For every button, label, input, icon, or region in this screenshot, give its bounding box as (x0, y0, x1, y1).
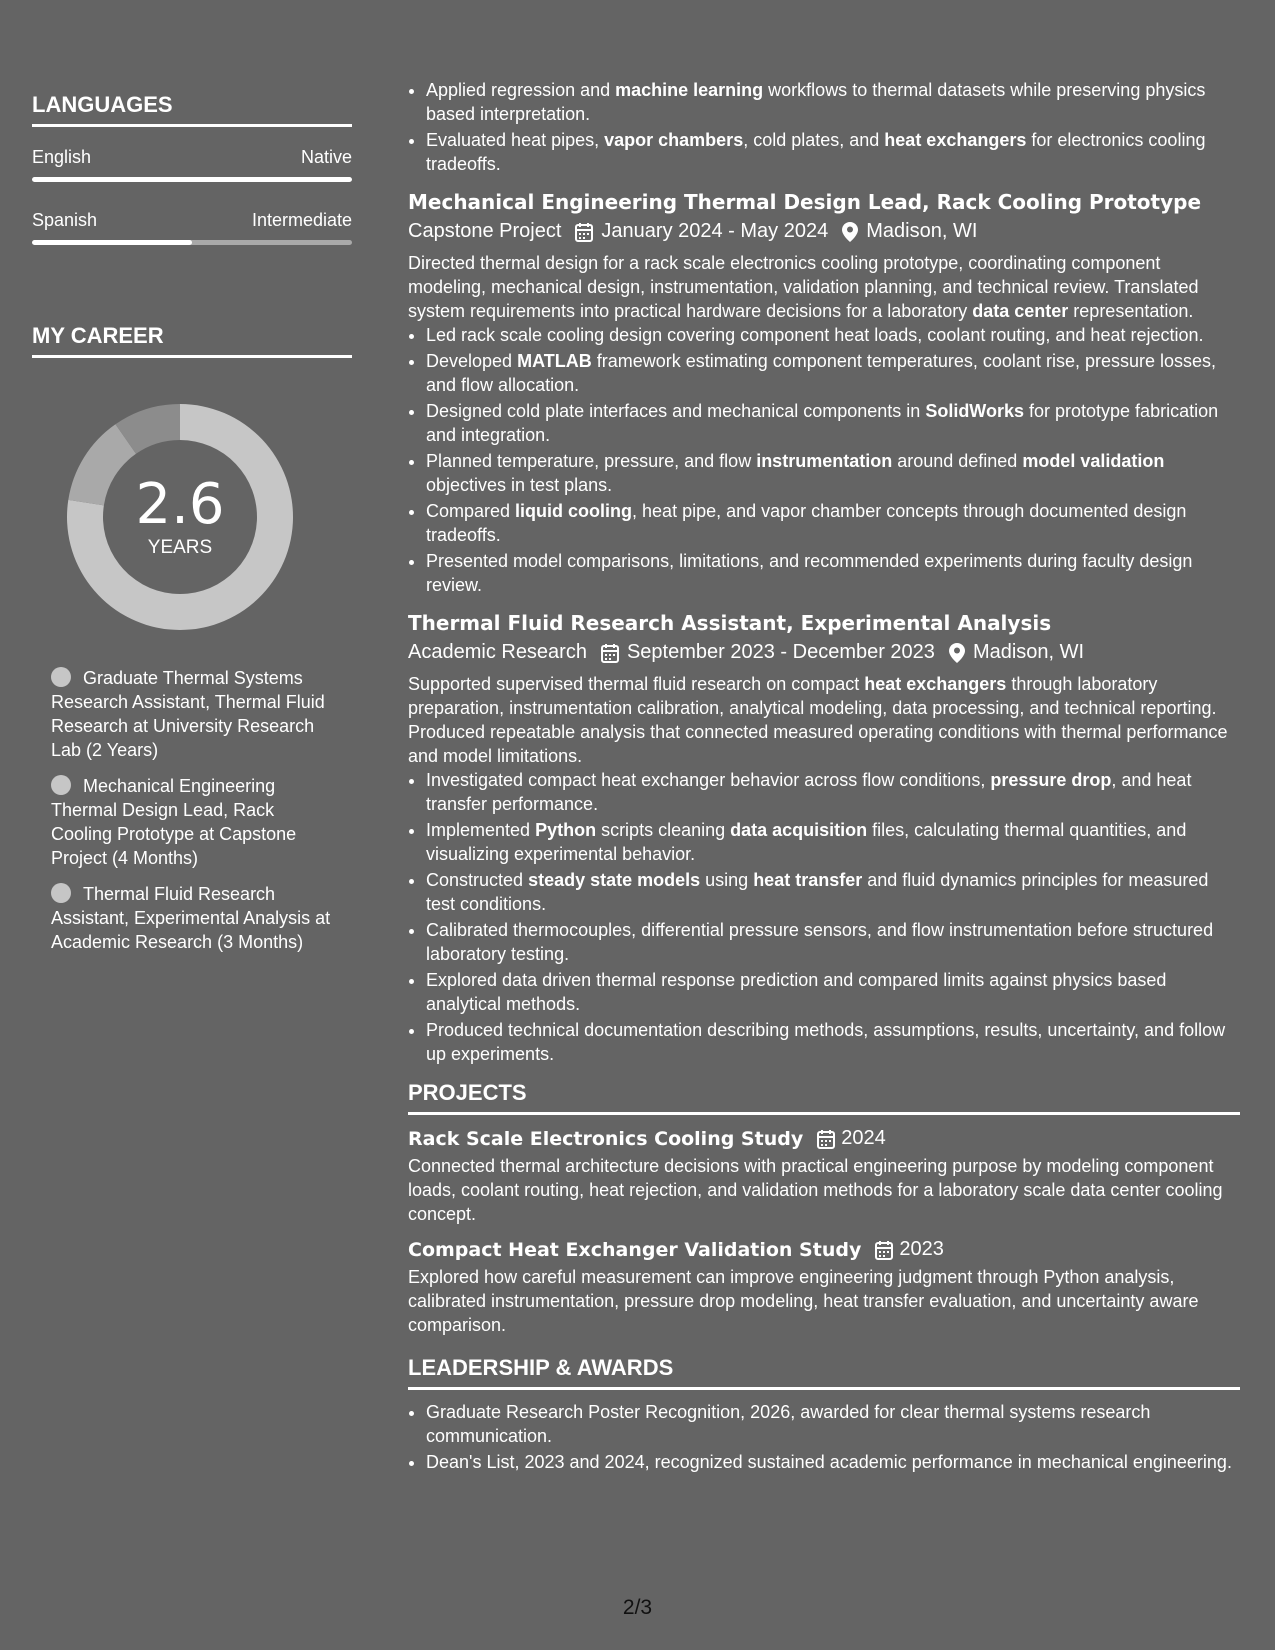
career-donut-chart (65, 402, 295, 632)
job-dates: January 2024 - May 2024 (601, 220, 829, 242)
project-year: 2023 (899, 1238, 944, 1260)
bullet-item: • Implemented Python scripts cleaning data acquisition files, calculating thermal quantities, and visualizing experimental behavior. (426, 818, 1240, 866)
projects-title: PROJECTS (408, 1080, 1240, 1115)
language-item (32, 210, 352, 245)
award-item: • Dean's List, 2023 and 2024, recognized sustained academic performance in mechanical engineering. (426, 1450, 1240, 1474)
award-item: • Graduate Research Poster Recognition, 2026, awarded for clear thermal systems research communication. (426, 1400, 1240, 1448)
career-list (51, 666, 331, 954)
career-title: MY CAREER (32, 323, 352, 358)
project-name: Rack Scale Electronics Cooling Study (408, 1127, 804, 1150)
calendar-icon (875, 1240, 893, 1260)
bullet-item: • Planned temperature, pressure, and flow instrumentation around defined model validation objectives in test plans. (426, 449, 1240, 497)
job-meta (408, 641, 1240, 664)
language-item (32, 147, 352, 182)
bullet-item: • Calibrated thermocouples, differential pressure sensors, and flow instrumentation before structured laboratory testing. (426, 918, 1240, 966)
job-title: Mechanical Engineering Thermal Design Lead, Rack Cooling Prototype (408, 190, 1202, 214)
career-item-text: Thermal Fluid Research Assistant, Experimental Analysis at Academic Research (3 Months) (51, 884, 331, 952)
career-item-text: Graduate Thermal Systems Research Assistant, Thermal Fluid Research at University Research Lab (2 Years) (51, 668, 325, 760)
bullet-item: • Developed MATLAB framework estimating component temperatures, coolant rise, pressure losses, and flow allocation. (426, 349, 1240, 397)
bullet-item: • Applied regression and machine learning workflows to thermal datasets while preserving physics based interpretation. (426, 78, 1240, 126)
bullet-item: • Constructed steady state models using heat transfer and fluid dynamics principles for measured test conditions. (426, 868, 1240, 916)
career-item (51, 666, 331, 762)
job-entry (408, 611, 1240, 1066)
job-bullets (408, 323, 1240, 597)
job-entry (408, 190, 1240, 597)
map-pin-icon (949, 643, 965, 663)
leadership-list (408, 1400, 1240, 1474)
language-level: Native (300, 147, 352, 167)
calendar-icon (817, 1129, 835, 1149)
bullet-item: • Investigated compact heat exchanger behavior across flow conditions, pressure drop, and heat transfer performance. (426, 768, 1240, 816)
career-dot-icon (51, 667, 71, 687)
job-summary: Supported supervised thermal fluid research on compact heat exchangers through laboratory preparation, instrumentation calibration, analytical modeling, data processing, and technical reporting. Produced repeatable analysis that connected measured operating conditions with thermal performance and model limitations. (408, 674, 1228, 766)
job-location: Madison, WI (972, 641, 1085, 663)
language-proficiency-bar (32, 177, 352, 182)
bullet-item: • Designed cold plate interfaces and mechanical components in SolidWorks for prototype fabrication and integration. (426, 399, 1240, 447)
sidebar (32, 92, 352, 966)
bullet-item: • Presented model comparisons, limitations, and recommended experiments during faculty design review. (426, 549, 1240, 597)
career-dot-icon (51, 775, 71, 795)
languages-title: LANGUAGES (32, 92, 352, 127)
main-content (408, 78, 1240, 1476)
job-bullets (408, 768, 1240, 1066)
job-meta (408, 220, 1240, 243)
bullet-item: • Compared liquid cooling, heat pipe, and vapor chamber concepts through documented design tradeoffs. (426, 499, 1240, 547)
language-proficiency-fill (32, 240, 192, 245)
project-description: Explored how careful measurement can improve engineering judgment through Python analysis, calibrated instrumentation, pressure drop modeling, heat transfer evaluation, and uncertainty aware comparison. (408, 1267, 1199, 1335)
career-total-value: 2.6 (135, 472, 225, 537)
career-dot-icon (51, 883, 71, 903)
career-item (51, 774, 331, 870)
bullet-item: • Produced technical documentation describing methods, assumptions, results, uncertainty, and follow up experiments. (426, 1018, 1240, 1066)
project-entry (408, 1238, 1240, 1337)
language-level: Intermediate (251, 210, 352, 230)
calendar-icon (601, 643, 619, 663)
calendar-icon (575, 222, 593, 242)
job-org: Capstone Project (408, 220, 562, 242)
career-item (51, 882, 331, 954)
language-name: Spanish (32, 210, 98, 230)
project-description: Connected thermal architecture decisions with practical engineering purpose by modeling component loads, coolant routing, heat rejection, and validation methods for a laboratory scale data center cooling concept. (408, 1156, 1223, 1224)
language-proficiency-bar (32, 240, 352, 245)
previous-job-bullets (408, 78, 1240, 176)
job-summary: Directed thermal design for a rack scale electronics cooling prototype, coordinating component modeling, mechanical design, instrumentation, validation planning, and technical review. Translated system requirements into practical hardware decisions for a laboratory data center representation. (408, 253, 1199, 321)
career-item-text: Mechanical Engineering Thermal Design Lead, Rack Cooling Prototype at Capstone Project (4 Months) (51, 776, 297, 868)
language-proficiency-fill (32, 177, 352, 182)
project-entry (408, 1127, 1240, 1226)
job-title: Thermal Fluid Research Assistant, Experimental Analysis (408, 611, 1052, 635)
map-pin-icon (842, 222, 858, 242)
bullet-item: • Explored data driven thermal response prediction and compared limits against physics based analytical methods. (426, 968, 1240, 1016)
project-year: 2024 (841, 1127, 886, 1149)
job-org: Academic Research (408, 641, 587, 663)
page-number: 2/3 (622, 1596, 653, 1619)
bullet-item: • Led rack scale cooling design covering component heat loads, coolant routing, and heat rejection. (426, 323, 1240, 347)
leadership-title: LEADERSHIP & AWARDS (408, 1355, 1240, 1390)
job-dates: September 2023 - December 2023 (626, 641, 935, 663)
language-name: English (32, 147, 92, 167)
career-total-unit: YEARS (147, 537, 213, 558)
job-location: Madison, WI (866, 220, 978, 242)
project-name: Compact Heat Exchanger Validation Study (408, 1238, 862, 1261)
bullet-item: • Evaluated heat pipes, vapor chambers, cold plates, and heat exchangers for electronics cooling tradeoffs. (426, 128, 1240, 176)
